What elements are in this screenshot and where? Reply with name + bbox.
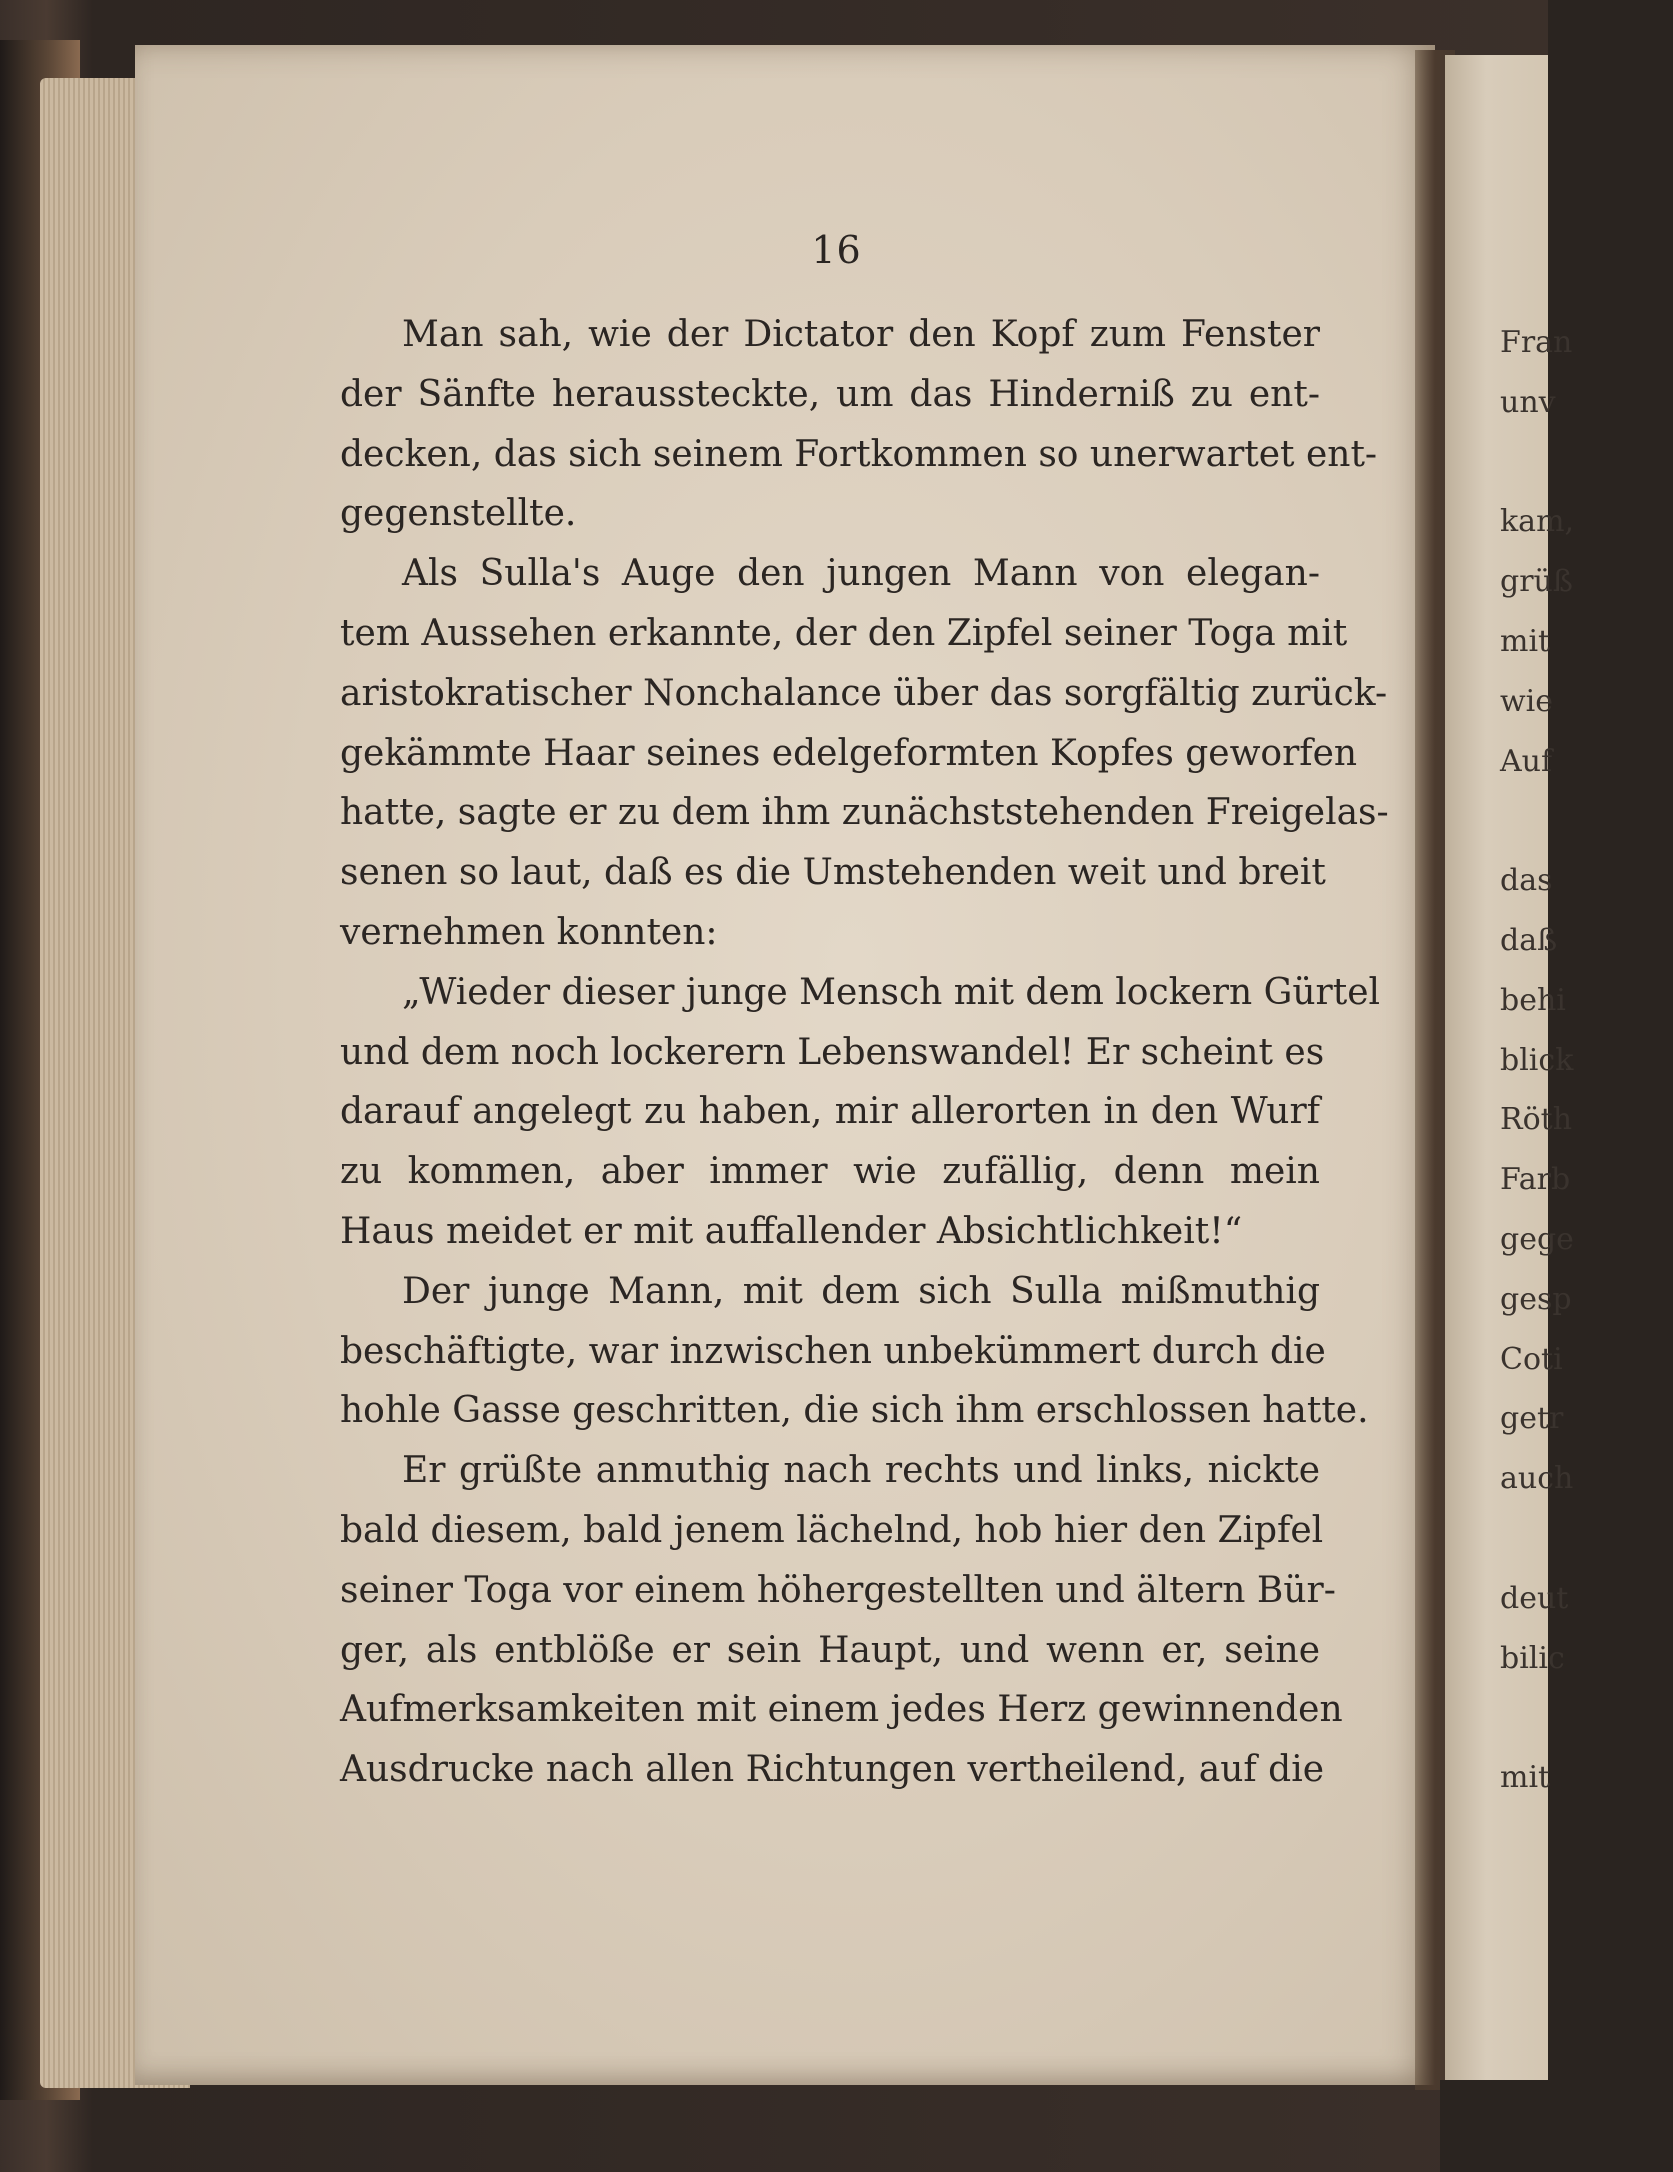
facing-page-fragment: auch <box>1500 1461 1574 1497</box>
background-corner <box>1440 2080 1548 2172</box>
facing-page-fragment: bilic <box>1500 1640 1565 1676</box>
text-line: „Wieder dieser junge Mensch mit dem lockern Gürtel <box>402 971 1381 1013</box>
facing-page-fragment: Röth <box>1500 1102 1573 1138</box>
text-line: bald diesem, bald jenem lächelnd, hob hier den Zipfel <box>340 1509 1324 1551</box>
text-line: senen so laut, daß es die Umstehenden weit und breit <box>340 852 1326 894</box>
facing-page-fragment: gesp <box>1500 1281 1572 1317</box>
text-line: und dem noch lockerern Lebenswandel! Er scheint es <box>340 1031 1325 1073</box>
facing-page-fragment: mit <box>1500 624 1551 659</box>
facing-page-fragment: grüß <box>1500 564 1573 600</box>
page-number: 16 <box>811 228 862 272</box>
text-line: Aufmerksamkeiten mit einem jedes Herz gewinnenden <box>340 1689 1343 1731</box>
facing-page-fragment: daß <box>1500 923 1558 958</box>
text-line: Er grüßte anmuthig nach rechts und links, nickte <box>402 1450 1320 1492</box>
text-line: zu kommen, aber immer wie zufällig, denn mein <box>340 1151 1320 1193</box>
text-line: decken, das sich seinem Fortkommen so unerwartet ent- <box>340 433 1378 475</box>
facing-page-fragment: Auf <box>1500 743 1553 779</box>
facing-page-fragment: kam, <box>1500 504 1575 540</box>
facing-page-fragment: Farb <box>1500 1162 1571 1198</box>
facing-page-fragment: deut <box>1500 1580 1569 1616</box>
facing-page-fragment: getr <box>1500 1401 1564 1437</box>
text-line: Der junge Mann, mit dem sich Sulla mißmuthig <box>402 1270 1320 1312</box>
text-line: Man sah, wie der Dictator den Kopf zum Fenster <box>402 314 1320 355</box>
text-line: ger, als entblöße er sein Haupt, und wenn er, seine <box>340 1629 1320 1671</box>
text-line: hohle Gasse geschritten, die sich ihm erschlossen hatte. <box>340 1390 1369 1432</box>
facing-page-fragment: gege <box>1500 1222 1574 1257</box>
page-body-text <box>340 305 1389 1800</box>
text-line: seiner Toga vor einem höhergestellten und ältern Bür- <box>340 1569 1336 1611</box>
facing-page-fragment: das <box>1500 863 1553 899</box>
text-line: Als Sulla's Auge den jungen Mann von elegan- <box>402 553 1320 595</box>
text-line: der Sänfte heraussteckte, um das Hinderniß zu ent- <box>340 373 1320 415</box>
facing-page-fragment: wie <box>1500 683 1554 719</box>
facing-page-fragment: blick <box>1500 1042 1574 1078</box>
text-line: beschäftigte, war inzwischen unbekümmert durch die <box>340 1330 1326 1372</box>
facing-page-fragment: unv <box>1500 384 1556 420</box>
text-line: vernehmen konnten: <box>340 911 718 953</box>
facing-page-fragment: mit <box>1500 1760 1551 1796</box>
text-line: gekämmte Haar seines edelgeformten Kopfes geworfen <box>340 732 1358 774</box>
facing-page-fragment: Coti <box>1500 1341 1563 1377</box>
text-line: tem Aussehen erkannte, der den Zipfel seiner Toga mit <box>340 612 1348 654</box>
facing-page-fragment: Fran <box>1500 325 1573 360</box>
text-line: aristokratischer Nonchalance über das sorgfältig zurück- <box>340 672 1388 714</box>
text-line: darauf angelegt zu haben, mir allerorten in den Wurf <box>340 1091 1320 1133</box>
text-line: Ausdrucke nach allen Richtungen vertheilend, auf die <box>340 1749 1325 1791</box>
text-line: Haus meidet er mit auffallender Absichtlichkeit!“ <box>340 1210 1243 1252</box>
facing-page-fragment: behi <box>1500 982 1566 1018</box>
text-line: hatte, sagte er zu dem ihm zunächststehenden Freigelas- <box>340 792 1389 834</box>
text-line: gegenstellte. <box>340 493 577 535</box>
